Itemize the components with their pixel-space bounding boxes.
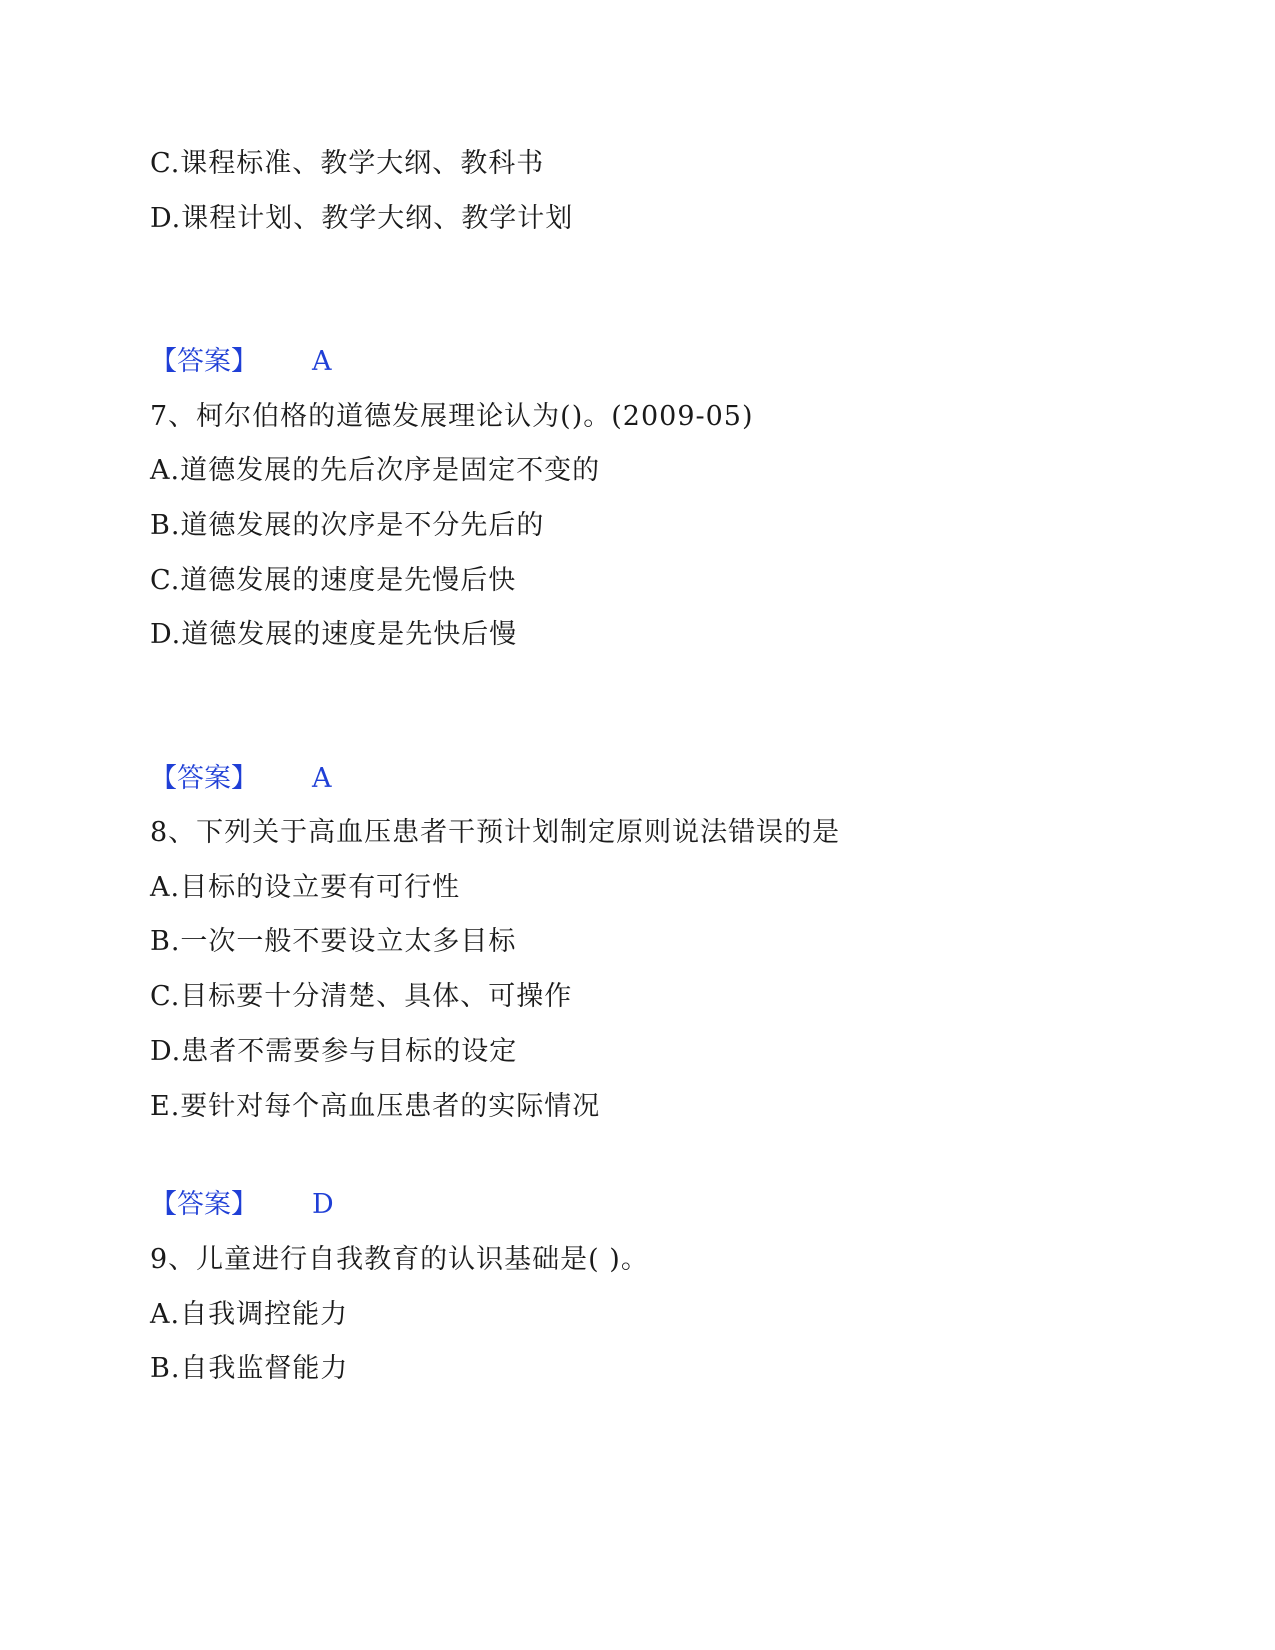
q7-option-d: D.道德发展的速度是先快后慢 <box>150 619 518 650</box>
q8-option-c: C.目标要十分清楚、具体、可操作 <box>150 981 573 1012</box>
q8-answer-label: 【答案】 <box>150 1189 258 1220</box>
q7-option-a: A.道德发展的先后次序是固定不变的 <box>150 455 601 486</box>
q8-option-b: B.一次一般不要设立太多目标 <box>150 926 517 957</box>
q6-answer <box>150 344 332 380</box>
q7-answer-label: 【答案】 <box>150 763 258 794</box>
q7-option-b: B.道德发展的次序是不分先后的 <box>150 510 545 541</box>
q8-option-e: E.要针对每个高血压患者的实际情况 <box>150 1091 601 1122</box>
q8-answer <box>150 1187 334 1223</box>
q6-answer-label: 【答案】 <box>150 346 258 377</box>
q8-option-d: D.患者不需要参与目标的设定 <box>150 1036 518 1067</box>
q8-option-a: A.目标的设立要有可行性 <box>150 872 461 903</box>
q9-option-b: B.自我监督能力 <box>150 1353 349 1384</box>
q9-stem: 9、儿童进行自我教育的认识基础是( )。 <box>150 1244 649 1275</box>
q7-option-c: C.道德发展的速度是先慢后快 <box>150 565 517 596</box>
q8-stem: 8、下列关于高血压患者干预计划制定原则说法错误的是 <box>150 817 841 848</box>
q7-stem: 7、柯尔伯格的道德发展理论认为()。(2009-05) <box>150 401 754 432</box>
q6-option-c: C.课程标准、教学大纲、教科书 <box>150 148 545 179</box>
q7-answer <box>150 761 332 797</box>
q8-answer-value: D <box>312 1189 334 1220</box>
q6-option-d: D.课程计划、教学大纲、教学计划 <box>150 203 574 234</box>
q7-answer-value: A <box>312 763 332 794</box>
q9-option-a: A.自我调控能力 <box>150 1299 349 1330</box>
q6-answer-value: A <box>312 346 332 377</box>
